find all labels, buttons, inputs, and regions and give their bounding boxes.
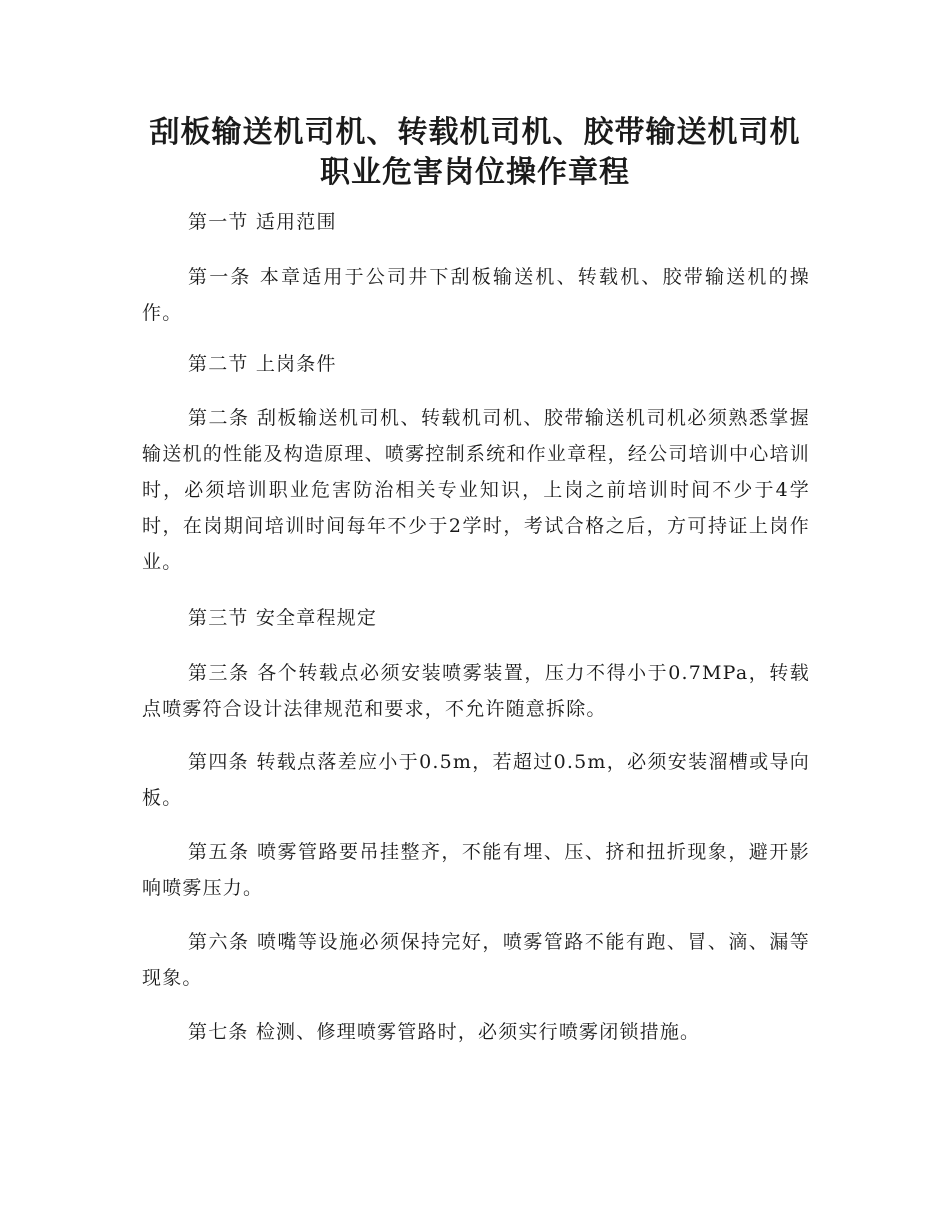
article-4: 第四条 转载点落差应小于0.5m，若超过0.5m，必须安装溜槽或导向板。 (142, 751, 810, 809)
section-heading-3: 第三节 安全章程规定 (188, 607, 378, 629)
section-heading-1: 第一节 适用范围 (188, 211, 337, 233)
article-2: 第二条 刮板输送机司机、转载机司机、胶带输送机司机必须熟悉掌握输送机的性能及构造原理、喷雾控制系统和作业章程，经公司培训中心培训时，必须培训职业危害防治相关专业知识，上岗之前培训时间不少于4学时，在岗期间培训时间每年不少于2学时，考试合格之后，方可持证上岗作业。 (142, 407, 810, 573)
article-6: 第六条 喷嘴等设施必须保持完好，喷雾管路不能有跑、冒、滴、漏等现象。 (142, 931, 810, 989)
article-7: 第七条 检测、修理喷雾管路时，必须实行喷雾闭锁措施。 (188, 1021, 701, 1043)
article-1: 第一条 本章适用于公司井下刮板输送机、转载机、胶带输送机的操作。 (142, 266, 810, 324)
document-title-line-1: 刮板输送机司机、转载机司机、胶带输送机司机 (149, 115, 801, 150)
article-5: 第五条 喷雾管路要吊挂整齐，不能有埋、压、挤和扭折现象，避开影响喷雾压力。 (142, 841, 810, 899)
article-3: 第三条 各个转载点必须安装喷雾装置，压力不得小于0.7MPa，转载点喷雾符合设计法律规范和要求，不允许随意拆除。 (142, 662, 810, 720)
section-heading-2: 第二节 上岗条件 (188, 353, 337, 375)
document-title-line-2: 职业危害岗位操作章程 (320, 155, 630, 190)
